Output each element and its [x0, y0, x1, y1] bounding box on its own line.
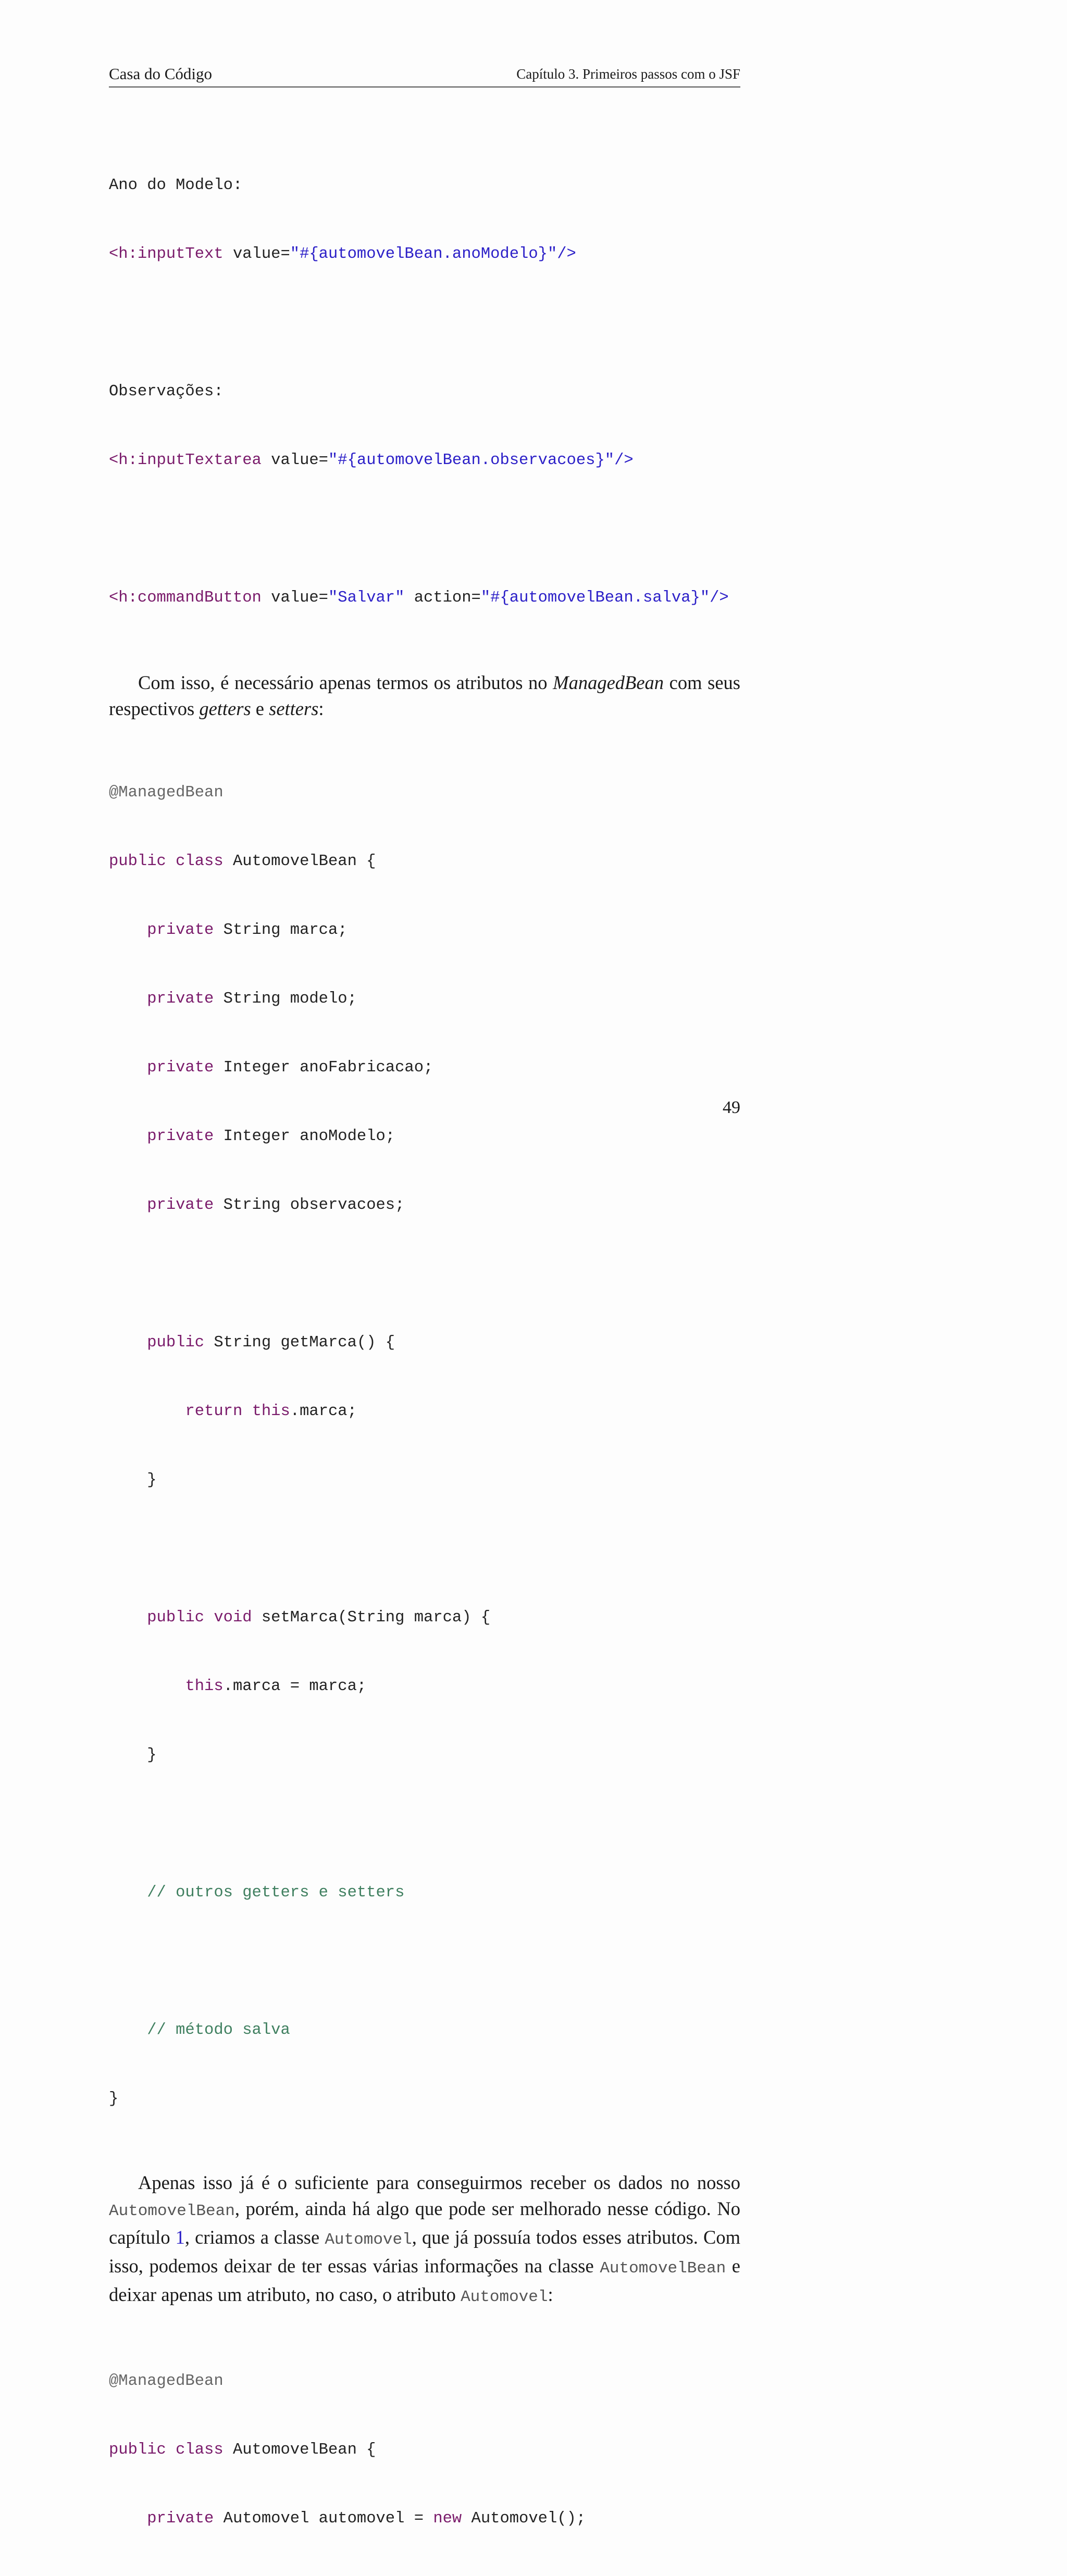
code-line: [109, 1675, 740, 1698]
code-text: AutomovelBean {: [223, 2441, 376, 2459]
code-attr: value=: [223, 245, 290, 263]
code-text: Observações:: [109, 383, 224, 401]
paragraph-text: com seus respectivos: [109, 672, 741, 719]
code-line-empty: [109, 1812, 740, 1835]
code-block-automovel-bean-refactor: [109, 2324, 740, 2576]
code-line-empty: [109, 1537, 740, 1560]
code-keyword: public void: [147, 1609, 252, 1627]
code-keyword: public: [147, 1334, 205, 1352]
code-keyword: this: [252, 1403, 290, 1420]
code-text: AutomovelBean {: [223, 853, 376, 870]
code-text: }: [147, 1471, 157, 1489]
code-line: [109, 174, 740, 197]
code-comment: // outros getters e setters: [147, 1884, 405, 1902]
code-text: String observacoes;: [214, 1196, 405, 1214]
code-text: Integer anoModelo;: [214, 1128, 395, 1145]
code-text: .marca = marca;: [223, 1678, 367, 1695]
code-line: [109, 1469, 740, 1492]
inline-code: Automovel: [461, 2288, 548, 2306]
code-line: [109, 380, 740, 403]
code-text: String marca;: [214, 921, 348, 939]
book-page: [109, 61, 740, 2576]
code-line: [109, 586, 740, 609]
code-line: [109, 1331, 740, 1354]
code-text: Ano do Modelo:: [109, 177, 243, 194]
code-keyword: return: [185, 1403, 243, 1420]
code-tag: <h:inputTextarea: [109, 452, 262, 469]
code-text: Integer anoFabricacao;: [214, 1059, 433, 1077]
code-string: "#{automovelBean.anoModelo}"/>: [290, 245, 576, 263]
code-tag: <h:inputText: [109, 245, 224, 263]
inline-code: Automovel: [325, 2231, 412, 2249]
header-chapter-title: Capítulo 3. Primeiros passos com o JSF: [516, 66, 740, 82]
code-keyword: private: [147, 1059, 214, 1077]
paragraph-text: e deixar apenas um atributo, no caso, o atributo: [109, 2255, 741, 2305]
code-keyword: private: [147, 921, 214, 939]
code-line: [109, 2087, 740, 2110]
code-text: setMarca(String marca) {: [252, 1609, 491, 1627]
code-line: [109, 919, 740, 942]
code-block-automovel-bean: [109, 735, 740, 2156]
inline-code: AutomovelBean: [600, 2259, 726, 2278]
code-line: [109, 1881, 740, 1904]
code-line: [109, 1400, 740, 1423]
code-comment: // método salva: [147, 2021, 290, 2039]
code-tag: <h:commandButton: [109, 589, 262, 607]
code-string: "Salvar": [328, 589, 405, 607]
code-annotation: @ManagedBean: [109, 784, 224, 802]
paragraph-text: :: [318, 698, 324, 719]
code-block-jsf-form: [109, 128, 740, 655]
code-keyword: new: [433, 2510, 462, 2528]
code-line: [109, 1056, 740, 1079]
code-text: Automovel automovel =: [214, 2510, 433, 2528]
code-keyword: public class: [109, 2441, 224, 2459]
code-annotation: @ManagedBean: [109, 2372, 224, 2390]
code-text: }: [109, 2090, 119, 2108]
paragraph-text: , que já possuía todos esses atributos. Com isso, podemos deixar de ter essas várias informações na classe: [109, 2227, 740, 2277]
inline-code: AutomovelBean: [109, 2202, 235, 2220]
code-line: [109, 987, 740, 1010]
code-line: [109, 2507, 740, 2530]
code-line: [109, 781, 740, 804]
code-line: [109, 1194, 740, 1217]
code-string: "#{automovelBean.salva}"/>: [480, 589, 729, 607]
code-attr: action=: [404, 589, 481, 607]
code-line: [109, 2439, 740, 2461]
code-text: .marca;: [290, 1403, 357, 1420]
paragraph-text: , porém, ainda há algo que pode ser melhorado nesse código. No capítulo: [109, 2198, 740, 2248]
body-paragraph-1: [109, 670, 740, 722]
code-keyword: private: [147, 990, 214, 1008]
paragraph-text: , criamos a classe: [184, 2227, 325, 2248]
code-keyword: this: [185, 1678, 224, 1695]
code-text: String getMarca() {: [204, 1334, 395, 1352]
code-attr: value=: [261, 589, 328, 607]
paragraph-text: :: [548, 2284, 553, 2305]
code-keyword: private: [147, 1196, 214, 1214]
body-paragraph-2: [109, 2170, 740, 2310]
header-book-title: Casa do Código: [109, 65, 213, 83]
code-attr: value=: [261, 452, 328, 469]
code-line-empty: [109, 518, 740, 541]
code-text: String modelo;: [214, 990, 357, 1008]
code-line-empty: [109, 311, 740, 334]
paragraph-emphasis: setters: [269, 698, 319, 719]
code-keyword: public class: [109, 853, 224, 870]
code-line: [109, 850, 740, 873]
paragraph-text: Apenas isso já é o suficiente para conseguirmos receber os dados no nosso: [138, 2172, 740, 2193]
running-header: [109, 61, 740, 87]
code-text: }: [147, 1746, 157, 1764]
code-line: [109, 243, 740, 266]
code-keyword: private: [147, 2510, 214, 2528]
code-line-empty: [109, 1950, 740, 1973]
code-line: [109, 1744, 740, 1767]
code-line-empty: [109, 1262, 740, 1285]
paragraph-emphasis: getters: [199, 698, 251, 719]
code-text: Automovel();: [462, 2510, 586, 2528]
code-line: [109, 449, 740, 472]
code-line: [109, 2019, 740, 2042]
code-line: [109, 1606, 740, 1629]
code-line: [109, 1125, 740, 1148]
code-string: "#{automovelBean.observacoes}"/>: [328, 452, 634, 469]
chapter-reference-link[interactable]: 1: [175, 2227, 185, 2248]
paragraph-emphasis: ManagedBean: [553, 672, 664, 693]
code-line: [109, 2370, 740, 2393]
paragraph-text: e: [251, 698, 269, 719]
page-number: 49: [723, 1098, 740, 1117]
code-keyword: private: [147, 1128, 214, 1145]
paragraph-text: Com isso, é necessário apenas termos os atributos no: [138, 672, 553, 693]
